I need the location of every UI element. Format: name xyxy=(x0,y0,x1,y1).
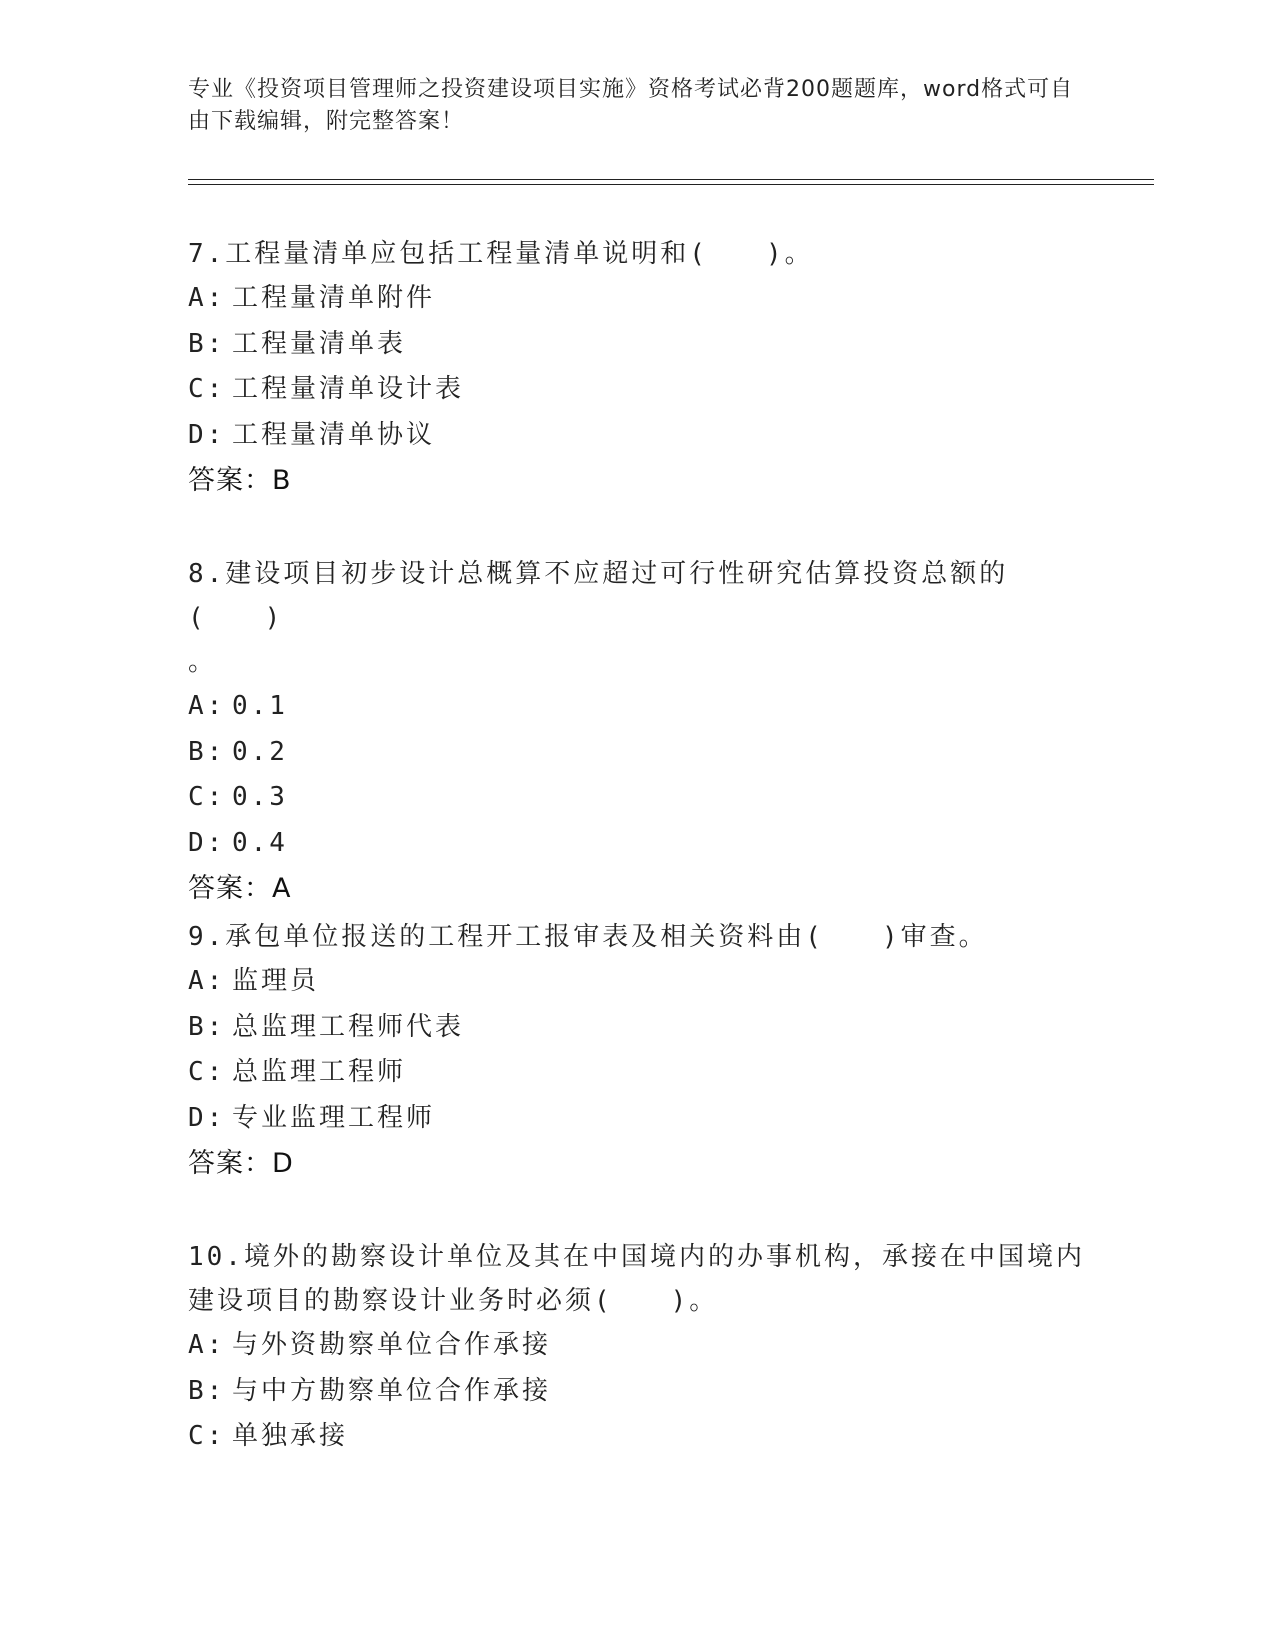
question-title: 9.承包单位报送的工程开工报审表及相关资料由( )审查。 xyxy=(188,922,988,952)
question-9 xyxy=(188,915,1088,1186)
option-d xyxy=(188,821,1088,867)
option-a xyxy=(188,959,1088,1005)
option-letter: C: xyxy=(188,782,226,812)
option-text: 监理员 xyxy=(232,966,320,996)
option-text: 0.4 xyxy=(232,827,288,858)
question-title-line: 10.境外的勘察设计单位及其在中国境内的办事机构，承接在中国境内 xyxy=(188,1242,1085,1272)
option-d xyxy=(188,413,1088,459)
option-b xyxy=(188,1369,1088,1415)
option-text: 0.1 xyxy=(232,691,288,721)
answer-line: 答案：D xyxy=(188,1148,294,1179)
option-b xyxy=(188,322,1088,368)
option-text: 总监理工程师 xyxy=(232,1057,407,1087)
question-title-continuation: 建设项目的勘察设计业务时必须( )。 xyxy=(188,1286,719,1316)
question-title: 7.工程量清单应包括工程量清单说明和( )。 xyxy=(188,239,814,269)
option-c xyxy=(188,1414,1088,1460)
option-text: 0.2 xyxy=(232,736,288,767)
option-letter: A: xyxy=(188,966,226,996)
document-header: 专业《投资项目管理师之投资建设项目实施》资格考试必背200题题库，word格式可自由下载编辑，附完整答案！ xyxy=(188,77,1074,134)
option-letter: D: xyxy=(188,1102,226,1133)
option-text: 工程量清单协议 xyxy=(232,419,436,450)
option-letter: D: xyxy=(188,419,226,450)
option-letter: B: xyxy=(188,1375,226,1406)
option-text: 专业监理工程师 xyxy=(232,1102,436,1133)
header-divider-bottom xyxy=(188,184,1154,185)
option-text: 与外资勘察单位合作承接 xyxy=(232,1330,552,1360)
header-divider-top xyxy=(188,179,1154,180)
answer-line: 答案：B xyxy=(188,465,292,496)
option-letter: C: xyxy=(188,1421,226,1451)
question-8 xyxy=(188,552,1088,911)
option-text: 工程量清单附件 xyxy=(232,283,436,313)
option-text: 单独承接 xyxy=(232,1421,349,1451)
option-letter: A: xyxy=(188,691,226,721)
question-title xyxy=(188,552,1088,684)
option-letter: B: xyxy=(188,736,226,767)
option-d xyxy=(188,1096,1088,1142)
option-b xyxy=(188,1005,1088,1051)
question-7 xyxy=(188,232,1088,503)
option-c xyxy=(188,367,1088,413)
option-letter: A: xyxy=(188,1330,226,1360)
option-a xyxy=(188,1323,1088,1369)
option-letter: A: xyxy=(188,283,226,313)
option-letter: B: xyxy=(188,1011,226,1042)
option-letter: C: xyxy=(188,1057,226,1087)
option-c xyxy=(188,1050,1088,1096)
option-text: 工程量清单表 xyxy=(232,328,407,359)
question-10 xyxy=(188,1235,1088,1460)
option-text: 与中方勘察单位合作承接 xyxy=(232,1375,552,1406)
option-text: 0.3 xyxy=(232,782,288,812)
option-a xyxy=(188,684,1088,730)
option-text: 总监理工程师代表 xyxy=(232,1011,465,1042)
option-letter: B: xyxy=(188,328,226,359)
option-text: 工程量清单设计表 xyxy=(232,374,465,404)
question-title xyxy=(188,1235,1088,1323)
question-title-line: 8.建设项目初步设计总概算不应超过可行性研究估算投资总额的( ) xyxy=(188,559,1009,633)
option-c xyxy=(188,775,1088,821)
question-title-continuation: 。 xyxy=(188,647,218,677)
option-letter: D: xyxy=(188,827,226,858)
option-letter: C: xyxy=(188,374,226,404)
answer-line: 答案：A xyxy=(188,873,292,904)
option-a xyxy=(188,276,1088,322)
option-b xyxy=(188,730,1088,776)
